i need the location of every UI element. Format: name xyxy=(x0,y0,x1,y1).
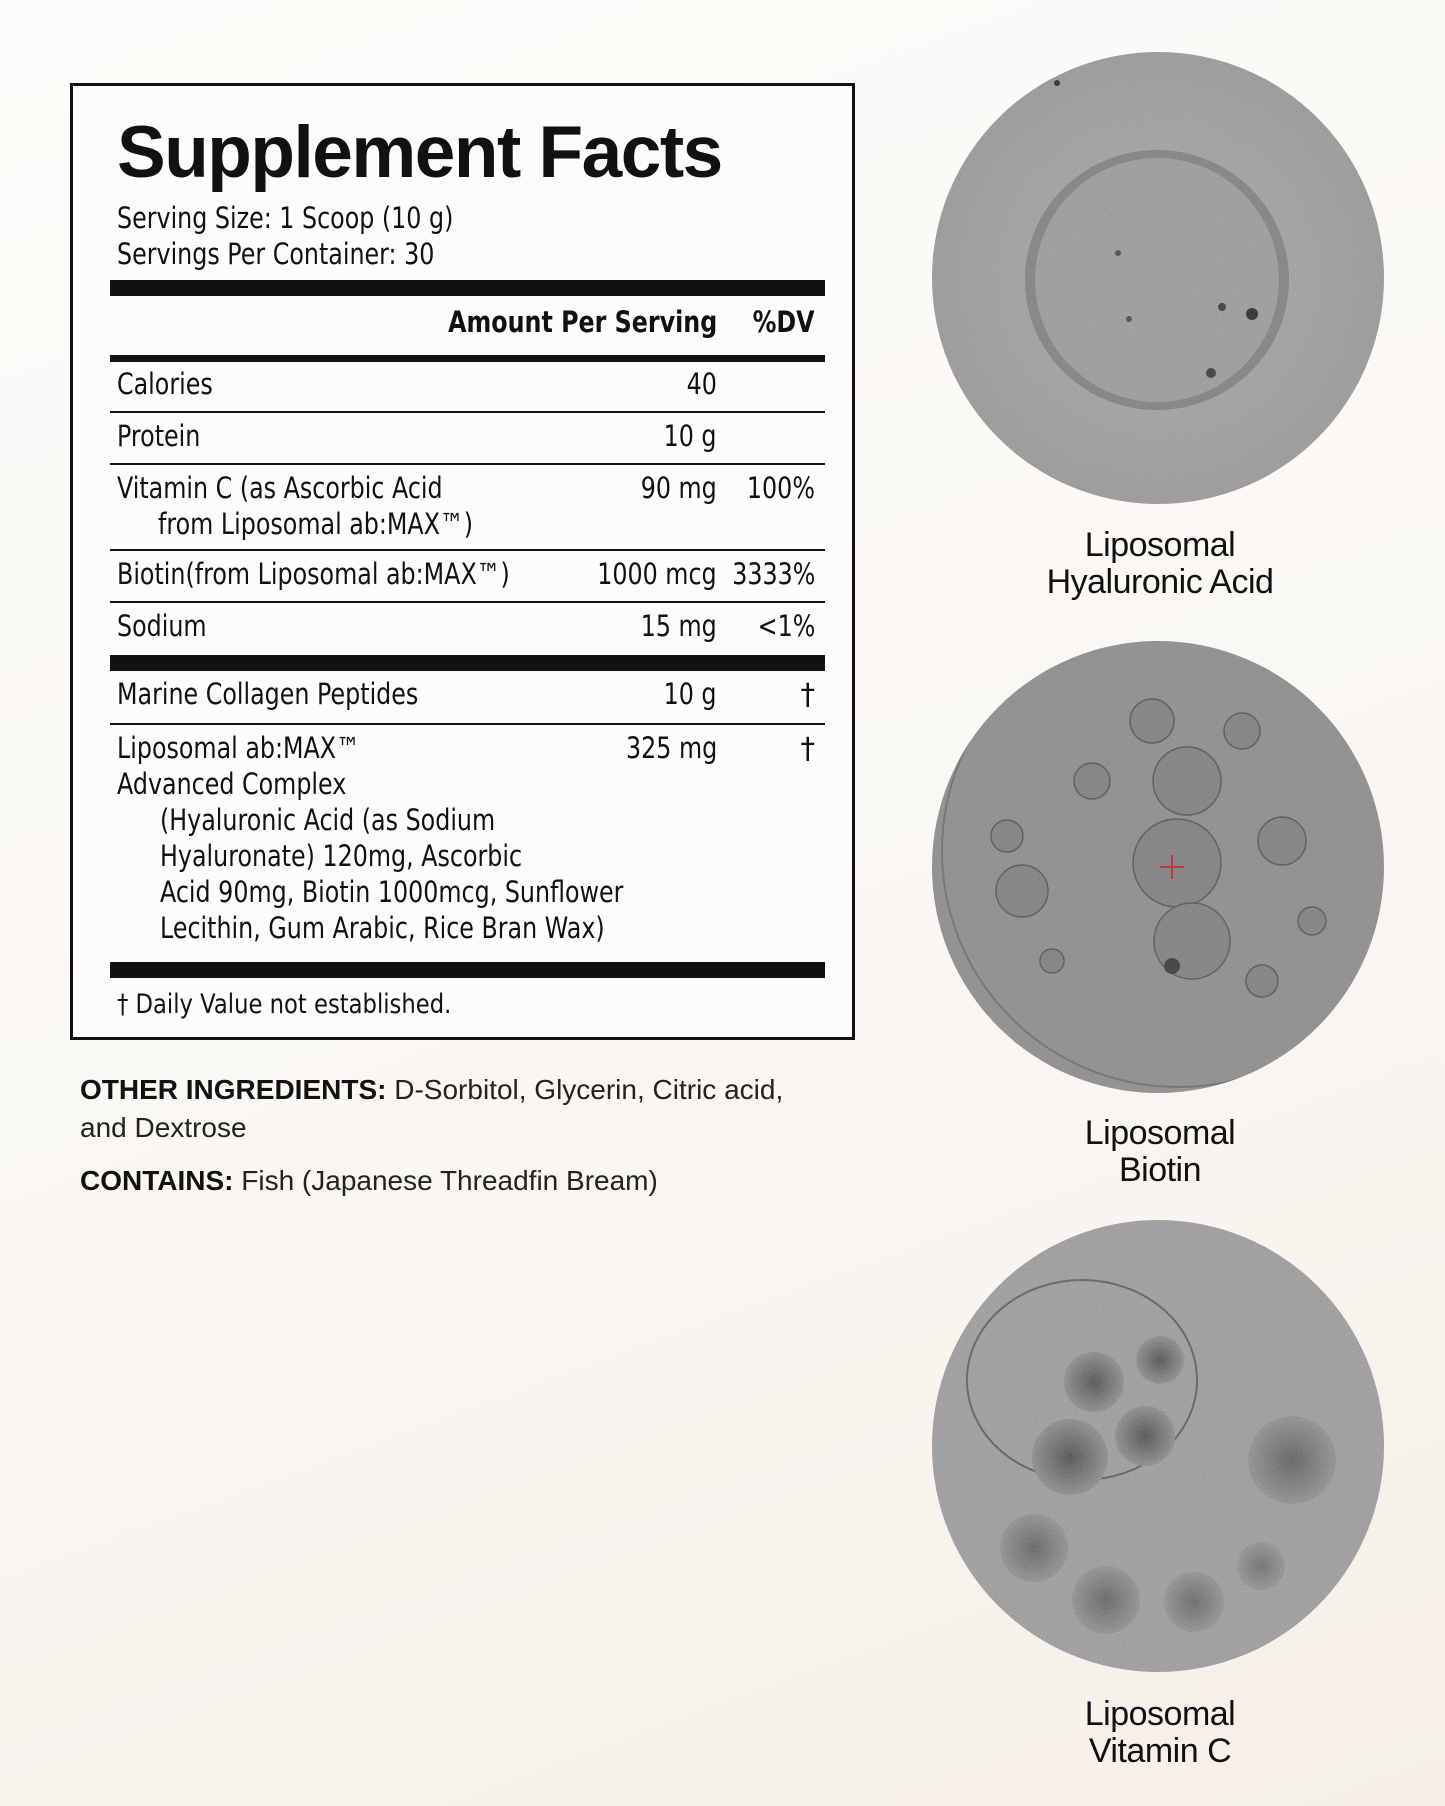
servings-per-container: Servings Per Container: 30 xyxy=(117,237,435,271)
row-name-liposomal-complex: Liposomal ab:MAX™ xyxy=(117,731,360,765)
table-row xyxy=(117,676,484,713)
complex-detail-line: Lecithin, Gum Arabic, Rice Bran Wax) xyxy=(160,911,605,945)
row-divider xyxy=(110,463,825,465)
micrograph-image xyxy=(932,641,1384,1093)
row-amount-liposomal-complex: 325 mg xyxy=(625,731,717,765)
row-dv-biotin: 3333% xyxy=(731,557,815,591)
row-divider xyxy=(110,411,825,413)
daily-value-footnote: † Daily Value not established. xyxy=(117,989,452,1020)
caption-hyaluronic-acid-line1: Liposomal xyxy=(1084,526,1236,564)
row-amount-calories: 40 xyxy=(686,367,717,401)
row-amount-sodium: 15 mg xyxy=(640,609,717,643)
row-amount-biotin: 1000 mcg xyxy=(597,557,717,591)
table-row xyxy=(117,730,413,767)
table-row xyxy=(117,470,514,507)
other-ingredients-label: OTHER INGREDIENTS: xyxy=(80,1074,387,1105)
supplement-facts-title: Supplement Facts xyxy=(117,112,722,193)
complex-detail-line: (Hyaluronic Acid (as Sodium xyxy=(160,803,496,837)
row-name-sodium: Sodium xyxy=(117,609,207,643)
row-dv-vitamin-c: 100% xyxy=(747,471,815,505)
medium-divider xyxy=(110,355,825,362)
amount-per-serving-header: Amount Per Serving xyxy=(447,305,717,339)
thick-divider xyxy=(110,962,825,978)
caption-biotin-line2: Biotin xyxy=(1118,1151,1202,1189)
liposomal-biotin-micrograph xyxy=(932,641,1384,1093)
row-name-vitamin-c: Vitamin C (as Ascorbic Acid xyxy=(117,471,443,505)
dv-header: %DV xyxy=(753,305,815,339)
caption-biotin-line1: Liposomal xyxy=(1084,1114,1236,1152)
row-name-protein: Protein xyxy=(117,419,201,453)
contains-text: Fish (Japanese Threadfin Bream) xyxy=(233,1165,658,1196)
thick-divider xyxy=(110,655,825,671)
table-row xyxy=(117,608,226,645)
row-dv-marine-collagen: † xyxy=(800,677,815,711)
liposomal-vitamin-c-micrograph xyxy=(932,1220,1384,1672)
row-name-biotin: Biotin(from Liposomal ab:MAX™) xyxy=(117,557,510,591)
row-name-liposomal-complex-line2: Advanced Complex xyxy=(117,767,347,801)
micrograph-image xyxy=(932,1220,1384,1672)
complex-detail-line: Acid 90mg, Biotin 1000mcg, Sunflower xyxy=(160,875,624,909)
row-amount-vitamin-c: 90 mg xyxy=(640,471,717,505)
table-row xyxy=(117,556,596,593)
table-row xyxy=(117,418,219,455)
row-divider xyxy=(110,601,825,603)
row-amount-protein: 10 g xyxy=(664,419,717,453)
thick-divider xyxy=(110,280,825,296)
other-ingredients-text-line2: and Dextrose xyxy=(80,1112,247,1143)
row-dv-liposomal-complex: † xyxy=(800,731,815,765)
row-dv-sodium: <1% xyxy=(757,609,815,643)
row-name-calories: Calories xyxy=(117,367,213,401)
complex-detail-line: Hyaluronate) 120mg, Ascorbic xyxy=(160,839,523,873)
contains-label: CONTAINS: xyxy=(80,1165,234,1196)
other-ingredients-text: D-Sorbitol, Glycerin, Citric acid, xyxy=(386,1074,784,1105)
row-name-vitamin-c-source: from Liposomal ab:MAX™) xyxy=(158,507,474,541)
row-amount-marine-collagen: 10 g xyxy=(664,677,717,711)
row-divider xyxy=(110,723,825,725)
table-row xyxy=(117,366,234,403)
serving-size: Serving Size: 1 Scoop (10 g) xyxy=(117,201,454,235)
caption-vitamin-c-line1: Liposomal xyxy=(1084,1695,1236,1733)
contains-statement xyxy=(80,1162,860,1200)
row-divider xyxy=(110,549,825,551)
caption-vitamin-c-line2: Vitamin C xyxy=(1088,1732,1232,1770)
liposomal-hyaluronic-acid-micrograph xyxy=(932,52,1384,504)
other-ingredients xyxy=(80,1071,860,1147)
supplement-facts-panel xyxy=(70,83,855,1040)
micrograph-image xyxy=(932,52,1384,504)
caption-hyaluronic-acid-line2: Hyaluronic Acid xyxy=(1046,563,1274,601)
row-name-marine-collagen: Marine Collagen Peptides xyxy=(117,677,419,711)
